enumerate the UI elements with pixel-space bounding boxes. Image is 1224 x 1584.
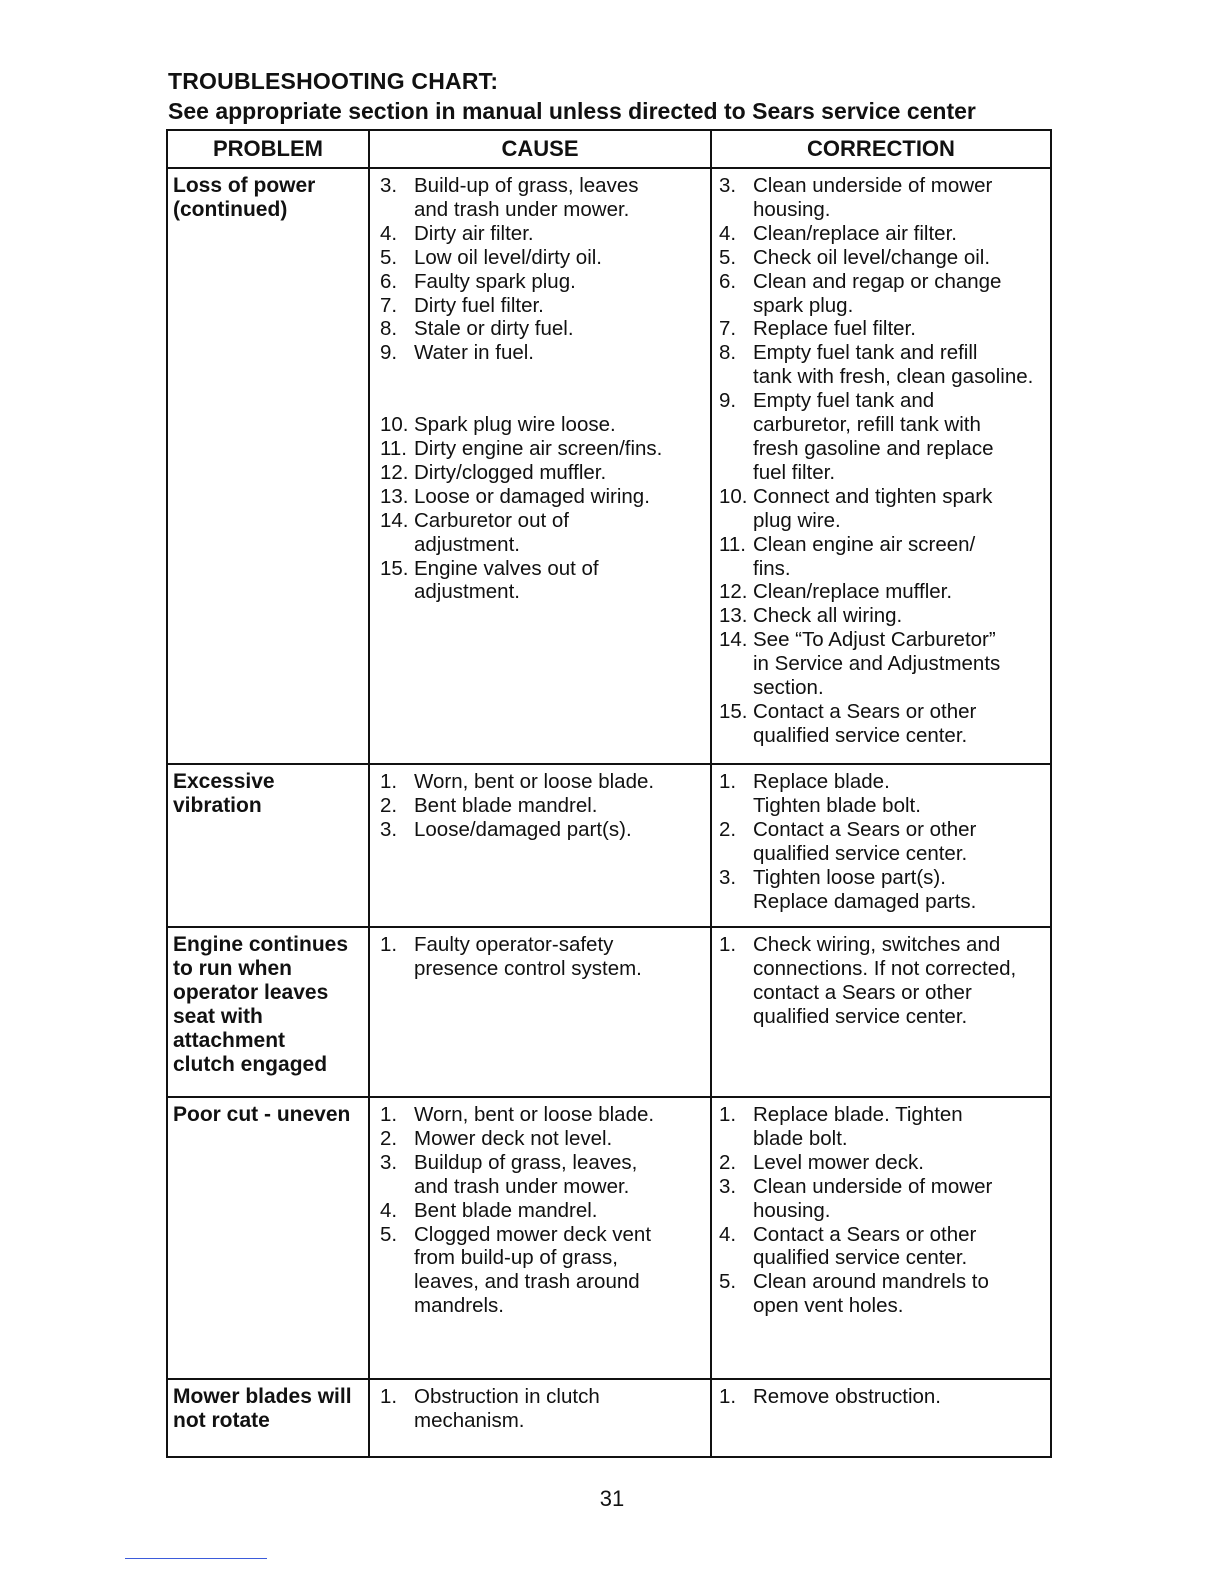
item-text: Clogged mower deck vent from build-up of grass, leaves, and trash around mandrels. <box>414 1222 652 1318</box>
table-row <box>167 168 1051 764</box>
item-number: 6. <box>719 269 737 293</box>
table-row <box>167 1097 1051 1379</box>
table-row <box>167 764 1051 927</box>
item-number: 1. <box>719 1103 737 1126</box>
cause-item <box>380 509 704 557</box>
item-number: 9. <box>380 341 398 365</box>
item-number: 5. <box>719 1270 737 1294</box>
correction-cell <box>711 168 1051 764</box>
problem-text: Poor cut - uneven <box>173 1103 351 1126</box>
item-text: Empty fuel tank and carburetor, refill tank with fresh gasoline and replace fuel filter. <box>753 389 994 484</box>
item-text: Clean and regap or change spark plug. <box>753 269 1002 317</box>
item-number: 4. <box>380 221 398 245</box>
table-header-row <box>167 130 1051 168</box>
item-text: Replace blade. Tighten blade bolt. <box>753 770 921 817</box>
correction-item <box>719 628 1044 700</box>
chart-subtitle: See appropriate section in manual unless directed to Sears service center <box>168 98 976 124</box>
correction-item <box>719 341 1044 389</box>
item-number: 1. <box>719 933 737 956</box>
problem-text: Mower blades will not rotate <box>173 1385 352 1432</box>
cause-item <box>380 461 704 485</box>
cause-item <box>380 294 704 318</box>
item-text: Buildup of grass, leaves, and trash under mower. <box>414 1150 638 1198</box>
correction-item <box>719 389 1044 485</box>
correction-item <box>719 222 1044 246</box>
correction-cell <box>711 927 1051 1097</box>
table-body <box>167 168 1051 1457</box>
item-text: Tighten loose part(s). Replace damaged parts. <box>753 865 977 913</box>
item-text: Water in fuel. <box>414 341 535 365</box>
cause-item <box>380 1127 704 1151</box>
item-text: Dirty air filter. <box>414 221 534 245</box>
header-cause: CAUSE <box>369 130 711 168</box>
troubleshooting-table <box>166 129 1052 1458</box>
item-text: Dirty fuel filter. <box>414 293 544 317</box>
cause-cell <box>369 168 711 764</box>
correction-item <box>719 1385 1044 1409</box>
item-text: Connect and tighten spark plug wire. <box>753 484 993 532</box>
item-number: 2. <box>380 1126 398 1150</box>
correction-item <box>719 1175 1044 1223</box>
item-text: Low oil level/dirty oil. <box>414 245 602 269</box>
problem-text: Excessive vibration <box>173 770 275 817</box>
item-text: Contact a Sears or other qualified service center. <box>753 699 977 747</box>
correction-item <box>719 270 1044 318</box>
correction-item <box>719 580 1044 604</box>
cause-item <box>380 1151 704 1199</box>
cause-item <box>380 1103 704 1127</box>
item-text: Worn, bent or loose blade. <box>414 1103 655 1126</box>
item-text: Bent blade mandrel. <box>414 793 598 817</box>
item-number: 3. <box>380 817 398 841</box>
item-number: 3. <box>719 174 737 197</box>
cause-cell <box>369 1097 711 1379</box>
item-text: Check oil level/change oil. <box>753 245 991 269</box>
cause-cell <box>369 1379 711 1457</box>
cause-item <box>380 1223 704 1319</box>
item-number: 2. <box>719 817 737 841</box>
correction-item <box>719 533 1044 581</box>
item-text: Stale or dirty fuel. <box>414 317 574 341</box>
item-number: 13. <box>380 484 409 508</box>
problem-cell <box>167 168 369 764</box>
item-number: 5. <box>719 245 737 269</box>
item-text: Check wiring, switches and connections. If not corrected, contact a Sears or other qualified service center. <box>753 933 1017 1028</box>
item-number: 4. <box>719 1222 737 1246</box>
item-text: Check all wiring. <box>753 604 903 628</box>
correction-item <box>719 933 1044 1029</box>
cause-item <box>380 413 704 437</box>
problem-cell <box>167 1379 369 1457</box>
correction-item <box>719 604 1044 628</box>
item-number: 1. <box>380 770 398 793</box>
cause-item <box>380 246 704 270</box>
item-number: 6. <box>380 269 398 293</box>
correction-item <box>719 1151 1044 1175</box>
item-number: 4. <box>719 221 737 245</box>
item-number: 8. <box>719 341 737 365</box>
correction-item <box>719 317 1044 341</box>
item-text: Clean underside of mower housing. <box>753 174 993 221</box>
item-number: 15. <box>719 699 748 723</box>
item-number: 12. <box>380 460 409 484</box>
table-row <box>167 927 1051 1097</box>
header-problem: PROBLEM <box>167 130 369 168</box>
item-number: 5. <box>380 1222 398 1246</box>
correction-item <box>719 818 1044 866</box>
item-text: Loose or damaged wiring. <box>414 484 650 508</box>
item-text: Clean/replace muffler. <box>753 580 953 604</box>
correction-cell <box>711 764 1051 927</box>
cause-item <box>380 557 704 605</box>
item-number: 3. <box>719 1174 737 1198</box>
item-text: Build-up of grass, leaves and trash under mower. <box>414 174 639 221</box>
item-text: Dirty engine air screen/fins. <box>414 436 663 460</box>
item-text: Carburetor out of adjustment. <box>414 508 569 556</box>
correction-item <box>719 700 1044 748</box>
correction-item <box>719 485 1044 533</box>
item-text: Loose/damaged part(s). <box>414 817 632 841</box>
item-number: 10. <box>380 413 409 437</box>
cause-item <box>380 317 704 341</box>
item-text: Mower deck not level. <box>414 1126 613 1150</box>
correction-item <box>719 1270 1044 1318</box>
item-text: Bent blade mandrel. <box>414 1198 598 1222</box>
item-number: 8. <box>380 317 398 341</box>
cause-item <box>380 270 704 294</box>
item-number: 13. <box>719 604 748 628</box>
item-number: 10. <box>719 484 748 508</box>
problem-cell <box>167 927 369 1097</box>
item-text: See “To Adjust Carburetor” in Service and Adjustments section. <box>753 628 1001 700</box>
table-row <box>167 1379 1051 1457</box>
header-correction: CORRECTION <box>711 130 1051 168</box>
cause-item <box>380 933 704 981</box>
item-number: 1. <box>380 933 398 956</box>
problem-cell <box>167 764 369 927</box>
item-number: 7. <box>719 317 737 341</box>
item-text: Faulty operator-safety presence control system. <box>414 933 642 980</box>
correction-item <box>719 1103 1044 1151</box>
correction-item <box>719 174 1044 222</box>
cause-item <box>380 222 704 246</box>
problem-cell <box>167 1097 369 1379</box>
item-number: 1. <box>380 1103 398 1126</box>
item-number: 14. <box>719 628 748 652</box>
problem-text: Engine continues to run when operator leaves seat with attachment clutch engaged <box>173 933 349 1076</box>
item-text: Contact a Sears or other qualified service center. <box>753 1222 977 1270</box>
item-text: Level mower deck. <box>753 1150 924 1174</box>
problem-text: Loss of power (continued) <box>173 174 316 221</box>
item-number: 3. <box>719 865 737 889</box>
correction-item <box>719 866 1044 914</box>
item-text: Empty fuel tank and refill tank with fresh, clean gasoline. <box>753 341 1034 389</box>
item-text: Contact a Sears or other qualified service center. <box>753 817 977 865</box>
item-number: 15. <box>380 556 409 580</box>
cause-item <box>380 794 704 818</box>
item-text: Remove obstruction. <box>753 1385 942 1408</box>
item-number: 3. <box>380 174 398 197</box>
item-number: 4. <box>380 1198 398 1222</box>
item-text: Obstruction in clutch mechanism. <box>414 1385 600 1432</box>
item-number: 9. <box>719 389 737 413</box>
cause-item <box>380 485 704 509</box>
item-number: 1. <box>719 1385 737 1408</box>
item-number: 12. <box>719 580 748 604</box>
cause-item <box>380 174 704 222</box>
footer-rule <box>125 1558 267 1559</box>
item-number: 1. <box>719 770 737 793</box>
item-number: 14. <box>380 508 409 532</box>
cause-cell <box>369 764 711 927</box>
item-text: Replace blade. Tighten blade bolt. <box>753 1103 963 1150</box>
item-text: Clean around mandrels to open vent holes. <box>753 1270 989 1318</box>
cause-item <box>380 770 704 794</box>
cause-item <box>380 1199 704 1223</box>
item-number: 1. <box>380 1385 398 1408</box>
item-number: 7. <box>380 293 398 317</box>
item-number: 11. <box>380 436 407 460</box>
item-text: Worn, bent or loose blade. <box>414 770 655 793</box>
item-text: Replace fuel filter. <box>753 317 916 341</box>
item-text: Spark plug wire loose. <box>414 413 616 437</box>
correction-item <box>719 1223 1044 1271</box>
item-text: Dirty/clogged muffler. <box>414 460 607 484</box>
correction-cell <box>711 1097 1051 1379</box>
item-text: Faulty spark plug. <box>414 269 576 293</box>
item-number: 2. <box>719 1150 737 1174</box>
correction-cell <box>711 1379 1051 1457</box>
correction-item <box>719 770 1044 818</box>
cause-item <box>380 818 704 842</box>
chart-title: TROUBLESHOOTING CHART: <box>168 68 499 94</box>
item-number: 2. <box>380 793 398 817</box>
cause-item <box>380 437 704 461</box>
item-text: Engine valves out of adjustment. <box>414 556 599 604</box>
item-number: 5. <box>380 245 398 269</box>
item-text: Clean engine air screen/ fins. <box>753 532 976 580</box>
cause-item <box>380 1385 704 1433</box>
item-number: 3. <box>380 1150 398 1174</box>
page-number: 31 <box>599 1486 625 1511</box>
cause-cell <box>369 927 711 1097</box>
item-text: Clean/replace air filter. <box>753 221 957 245</box>
item-number: 11. <box>719 532 746 556</box>
cause-item <box>380 341 704 413</box>
correction-item <box>719 246 1044 270</box>
item-text: Clean underside of mower housing. <box>753 1174 993 1222</box>
